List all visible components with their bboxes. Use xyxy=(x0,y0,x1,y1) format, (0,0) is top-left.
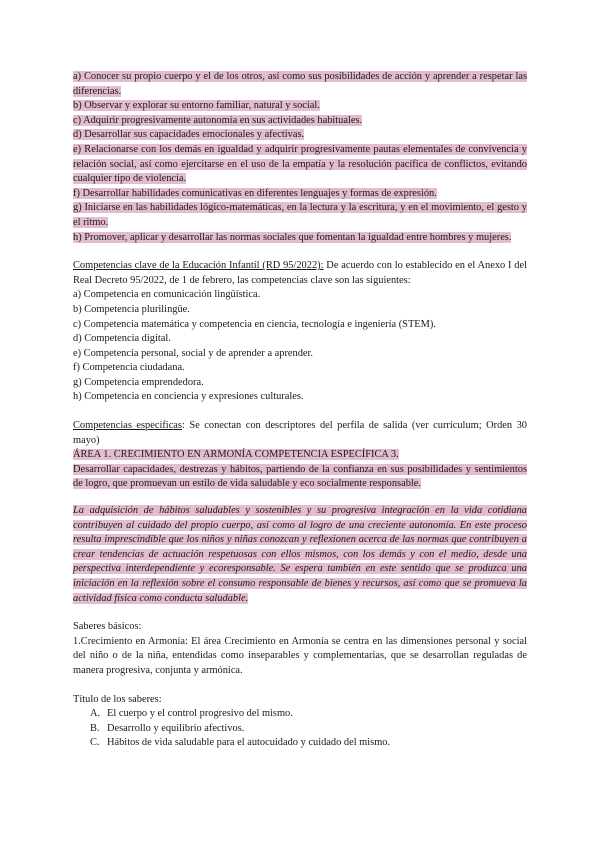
competencia-item: c) Competencia matemática y competencia en ciencia, tecnología e ingeniería (STEM). xyxy=(73,318,436,330)
area-heading: ÁREA 1. CRECIMIENTO EN ARMONÍA COMPETENCIA ESPECÍFICA 3. xyxy=(73,449,399,461)
competencias-clave-title: Competencias clave de la Educación Infantil (RD 95/2022): xyxy=(73,260,324,272)
competencias-especificas-title: Competencias específicas xyxy=(73,420,182,432)
competencias-clave-intro: Competencias clave de la Educación Infantil (RD 95/2022): De acuerdo con lo establecido en el Anexo I del Real Decreto 95/2022, de 1 de febrero, las competencias clave son las siguientes: xyxy=(73,260,527,286)
competencia-item: f) Competencia ciudadana. xyxy=(73,362,185,374)
competencia-item: h) Competencia en conciencia y expresiones culturales. xyxy=(73,391,304,403)
objective-c: c) Adquirir progresivamente autonomía en sus actividades habituales. xyxy=(73,114,363,126)
objective-b: b) Observar y explorar su entorno familiar, natural y social. xyxy=(73,100,320,112)
objective-f: f) Desarrollar habilidades comunicativas en diferentes lenguajes y formas de expresión. xyxy=(73,187,437,199)
saberes-list-title: Título de los saberes: xyxy=(73,693,162,705)
competencia-item: e) Competencia personal, social y de aprender a aprender. xyxy=(73,347,314,359)
objective-g: g) Iniciarse en las habilidades lógico-matemáticas, en la lectura y la escritura, y en el movimiento, el gesto y el ritmo. xyxy=(73,202,527,228)
document-page xyxy=(73,70,527,751)
competencia-item: b) Competencia plurilingüe. xyxy=(73,303,190,315)
competencias-clave-section xyxy=(73,259,527,405)
competencia-item: d) Competencia digital. xyxy=(73,333,171,345)
objective-a: a) Conocer su propio cuerpo y el de los otros, así como sus posibilidades de acción y aprender a respetar las diferencias. xyxy=(73,71,527,97)
saberes-list-item: C. Hábitos de vida saludable para el autocuidado y cuidado del mismo. xyxy=(90,737,391,749)
saberes-section xyxy=(73,620,527,751)
competencias-especificas-intro: Competencias específicas: Se conectan con descriptores del perfila de salida (ver currículum; Orden 30 mayo) xyxy=(73,420,527,446)
objective-h: h) Promover, aplicar y desarrollar las normas sociales que fomentan la igualdad entre hombres y mujeres. xyxy=(73,231,512,243)
objectives-list xyxy=(73,70,527,245)
saberes-list-item: A. El cuerpo y el control progresivo del mismo. xyxy=(90,708,293,720)
saberes-paragraph: 1.Crecimiento en Armonía: El área Crecimiento en Armonía se centra en las dimensiones personal y social del niño o de la niña, entendidas como inseparables y complementarias, que se desarrollan reguladas de manera progresiva, conjunta y armónica. xyxy=(73,635,527,676)
saberes-list-item: B. Desarrollo y equilibrio afectivos. xyxy=(90,722,245,734)
italic-paragraph: La adquisición de hábitos saludables y sostenibles y su progresiva integración en la vida cotidiana contribuyen al cuidado del propio cuerpo, así como al logro de una creciente autonomía. En este proceso resulta imprescindible que los niños y niñas conozcan y reflexionen acerca de las normas que contribuyen a crear tendencias de actuación respetuosas con ellos mismos, con los demás y con el medio, desde una perspectiva interdependiente y ecoresponsable. Se espera también en este sentido que se produzca una iniciación en la reflexión sobre el consumo responsable de bienes y recursos, así como que se promueva la actividad física como conducta saludable. xyxy=(73,505,527,604)
competencia-description: Desarrollar capacidades, destrezas y hábitos, partiendo de la confianza en sus posibilidades y sentimientos de logro, que promuevan un estilo de vida saludable y eco socialmente responsable. xyxy=(73,463,527,490)
saberes-title: Saberes básicos: xyxy=(73,621,142,633)
objective-e: e) Relacionarse con los demás en igualdad y adquirir progresivamente pautas elementales de convivencia y relación social, así como ejercitarse en el uso de la empatía y la resolución pacífica de conflictos, evitando cualquier tipo de violencia. xyxy=(73,143,527,185)
competencia-item: g) Competencia emprendedora. xyxy=(73,376,204,388)
competencias-especificas-section xyxy=(73,419,527,606)
competencia-item: a) Competencia en comunicación lingüística. xyxy=(73,289,261,301)
objective-d: d) Desarrollar sus capacidades emocionales y afectivas. xyxy=(73,129,305,141)
